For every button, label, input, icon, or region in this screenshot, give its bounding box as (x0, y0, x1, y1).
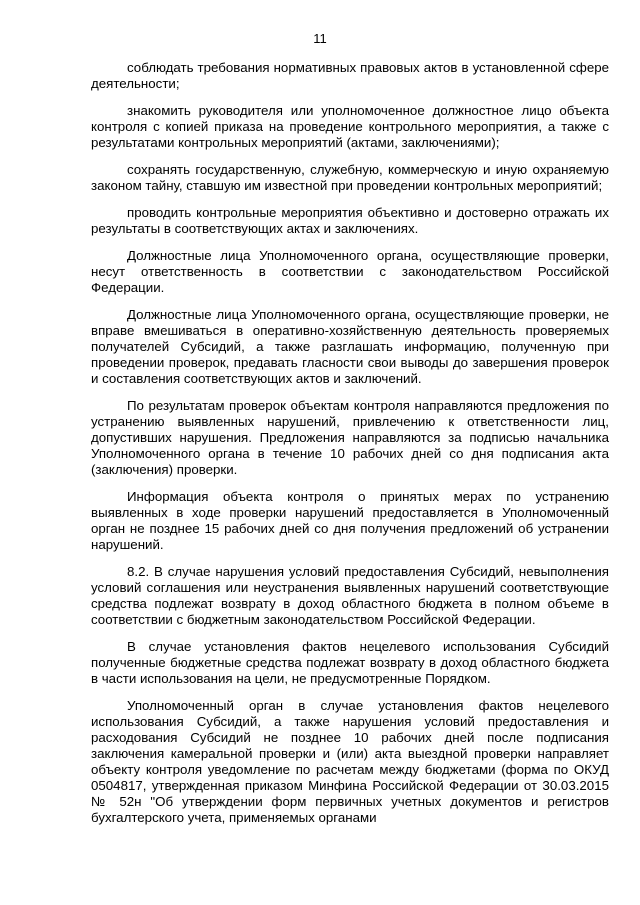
paragraph: соблюдать требования нормативных правовых актов в установленной сфере деятельности; (91, 60, 609, 91)
page-number: 11 (313, 31, 327, 46)
paragraph: Уполномоченный орган в случае установления фактов нецелевого использования Субсидий, а также нарушения условий предоставления и расходования Субсидий не позднее 10 рабочих дней после подписания заключения камеральной проверки и (или) акта выездной проверки направляет объекту контроля уведомление по расчетам между бюджетами (форма по ОКУД 0504817, утвержденная приказом Минфина Российской Федерации от 30.03.2015 № 52н "Об утверждении форм первичных учетных документов и регистров бухгалтерского учета, применяемых органами (91, 698, 609, 825)
paragraph: В случае установления фактов нецелевого использования Субсидий полученные бюджетные средства подлежат возврату в доход областного бюджета в части использования на цели, не предусмотренные Порядком. (91, 639, 609, 686)
paragraph: Должностные лица Уполномоченного органа, осуществляющие проверки, несут ответственность в соответствии с законодательством Российской Федерации. (91, 248, 609, 295)
paragraph: сохранять государственную, служебную, коммерческую и иную охраняемую законом тайну, ставшую им известной при проведении контрольных мероприятий; (91, 162, 609, 193)
paragraph: По результатам проверок объектам контроля направляются предложения по устранению выявленных нарушений, привлечению к ответственности лиц, допустивших нарушения. Предложения направляются за подписью начальника Уполномоченного органа в течение 10 рабочих дней со дня подписания акта (заключения) проверки. (91, 398, 609, 477)
document-body (91, 60, 609, 826)
paragraph: 8.2. В случае нарушения условий предоставления Субсидий, невыполнения условий соглашения или неустранения выявленных нарушений соответствующие средства подлежат возврату в доход областного бюджета в полном объеме в соответствии с бюджетным законодательством Российской Федерации. (91, 564, 609, 627)
paragraph: проводить контрольные мероприятия объективно и достоверно отражать их результаты в соответствующих актах и заключениях. (91, 205, 609, 236)
paragraph: знакомить руководителя или уполномоченное должностное лицо объекта контроля с копией приказа на проведение контрольного мероприятия, а также с результатами контрольных мероприятий (актами, заключениями); (91, 103, 609, 150)
paragraph: Информация объекта контроля о принятых мерах по устранению выявленных в ходе проверки нарушений предоставляется в Уполномоченный орган не позднее 15 рабочих дней со дня получения предложений об устранении нарушений. (91, 489, 609, 552)
paragraph: Должностные лица Уполномоченного органа, осуществляющие проверки, не вправе вмешиваться в оперативно-хозяйственную деятельность проверяемых получателей Субсидий, а также разглашать информацию, полученную при проведении проверок, предавать гласности свои выводы до завершения проверок и составления соответствующих актов и заключений. (91, 307, 609, 386)
